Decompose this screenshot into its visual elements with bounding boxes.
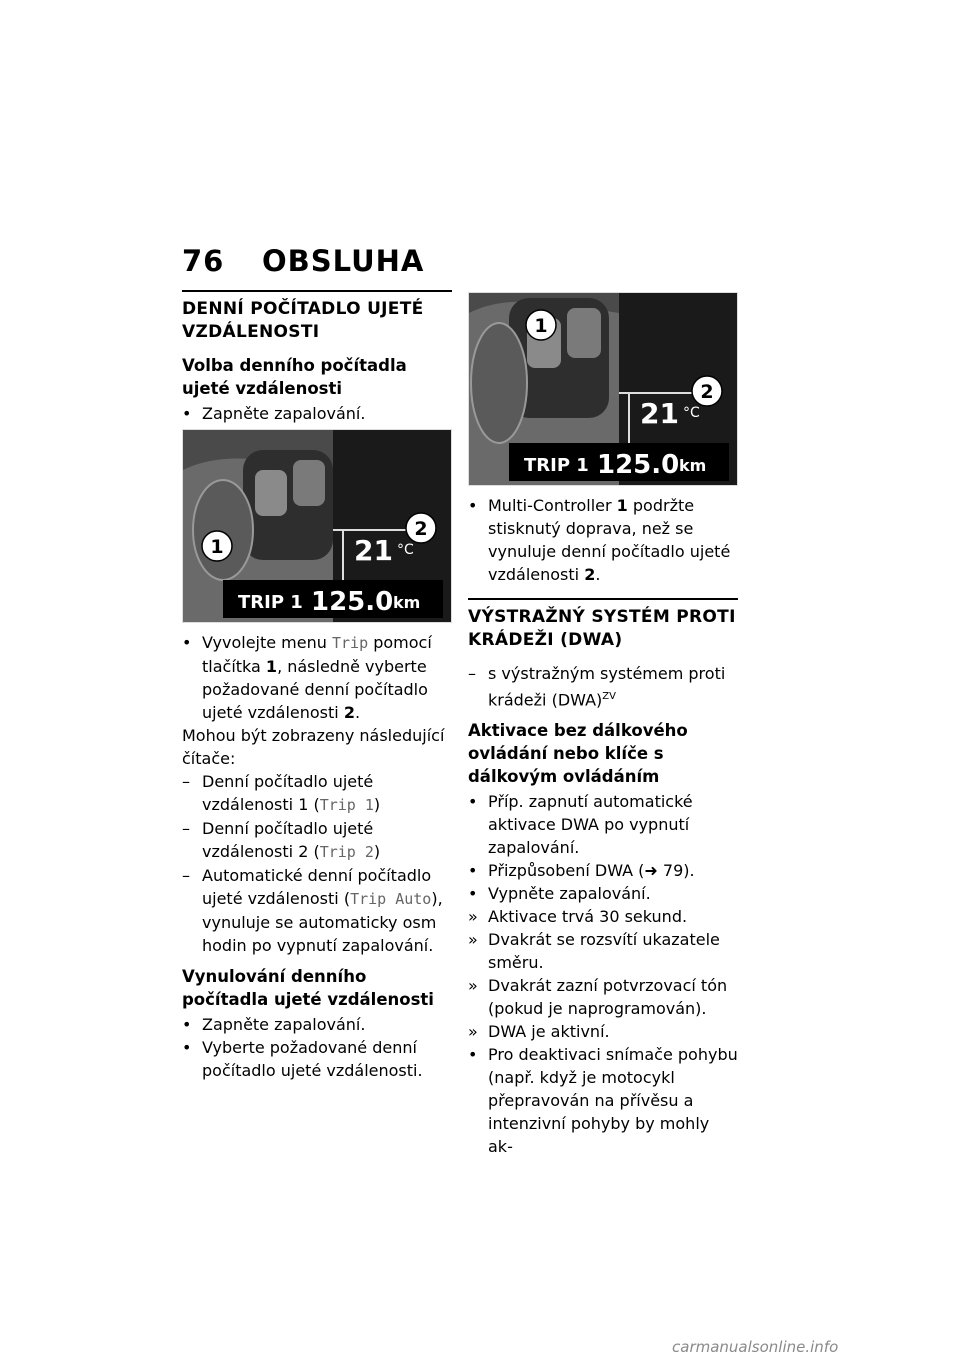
section-title-trip: DENNÍ POČÍTADLO UJETÉ VZDÁLENOSTI (182, 299, 424, 342)
section-divider (468, 598, 738, 600)
list-item: • Vyberte požadované denní počítadlo ujeté vzdálenosti. (182, 1038, 423, 1080)
list-item: – Denní počítadlo ujeté vzdálenosti 2 (Trip 2) (182, 819, 381, 861)
callout-1-label: 1 (534, 315, 548, 337)
list-item: – Denní počítadlo ujeté vzdálenosti 1 (Trip 1) (182, 772, 381, 814)
temperature-unit: °C (397, 542, 414, 558)
section-divider (182, 290, 452, 292)
trip-label: TRIP 1 (524, 455, 589, 476)
handlebar-display-illustration (469, 293, 737, 485)
trip-unit: km (393, 593, 421, 612)
trip-value: 125.0 (597, 450, 680, 480)
list-item: • Přizpůsobení DWA (➜ 79). (468, 861, 695, 881)
list-item: • Příp. zapnutí automatické aktivace DWA po vypnutí zapalování. (468, 792, 693, 858)
list-item: • Zapněte zapalování. (182, 404, 366, 423)
page-number: 76 (182, 244, 225, 278)
callout-2-label: 2 (700, 381, 714, 403)
list-item: » DWA je aktivní. (468, 1022, 610, 1042)
list-item: • Zapněte zapalování. (182, 1015, 366, 1034)
handlebar-display-image (468, 292, 738, 486)
left-column (182, 290, 452, 1082)
list-item: » Aktivace trvá 30 sekund. (468, 907, 688, 927)
subheading-dwa-activation: Aktivace bez dálkového ovládání nebo klíče s dálkovým ovládáním (468, 721, 688, 787)
paragraph: Mohou být zobrazeny následující čítače: (182, 726, 445, 768)
list-item: • Vypněte zapalování. (468, 884, 651, 904)
temperature-readout: 21 (354, 534, 393, 567)
subheading-reset-trip: Vynulování denního počítadla ujeté vzdálenosti (182, 967, 434, 1009)
trip-label: TRIP 1 (238, 592, 303, 613)
list-item: » Dvakrát zazní potvrzovací tón (pokud je naprogramován). (468, 976, 728, 1019)
trip-unit: km (679, 456, 707, 475)
page-header (182, 244, 424, 278)
callout-1-label: 1 (210, 536, 224, 558)
callout-2-label: 2 (414, 518, 428, 540)
list-item: • Pro deaktivaci snímače pohybu (např. když je motocykl přepravován na přívěsu a intenzivní pohyby by mohly ak- (468, 1045, 738, 1157)
watermark: carmanualsonline.info (672, 1338, 839, 1356)
list-item: » Dvakrát se rozsvítí ukazatele směru. (468, 930, 720, 973)
subheading-select-trip: Volba denního počítadla ujeté vzdálenosti (182, 356, 407, 398)
right-column (468, 290, 738, 1158)
temperature-readout: 21 (640, 397, 679, 430)
handlebar-display-illustration (183, 430, 451, 622)
list-item: – s výstražným systémem proti krádeži (DWA)$^{ZV}$ (468, 664, 726, 710)
section-title-dwa: VÝSTRAŽNÝ SYSTÉM PROTI KRÁDEŽI (DWA) (468, 607, 736, 650)
trip-value: 125.0 (311, 587, 394, 617)
handlebar-display-image (182, 429, 452, 623)
section-name: OBSLUHA (262, 244, 425, 278)
list-item: • Vyvolejte menu Trip pomocí tlačítka 1, následně vyberte požadované denní počítadlo ujeté vzdálenosti 2. (182, 633, 432, 722)
list-item: • Multi-Controller 1 podržte stisknutý doprava, než se vynuluje denní počítadlo ujeté vzdálenosti 2. (468, 496, 731, 584)
list-item: – Automatické denní počítadlo ujeté vzdálenosti (Trip Auto), vynuluje se automaticky osm hodin po vypnutí zapalování. (182, 866, 443, 955)
temperature-unit: °C (683, 405, 700, 421)
